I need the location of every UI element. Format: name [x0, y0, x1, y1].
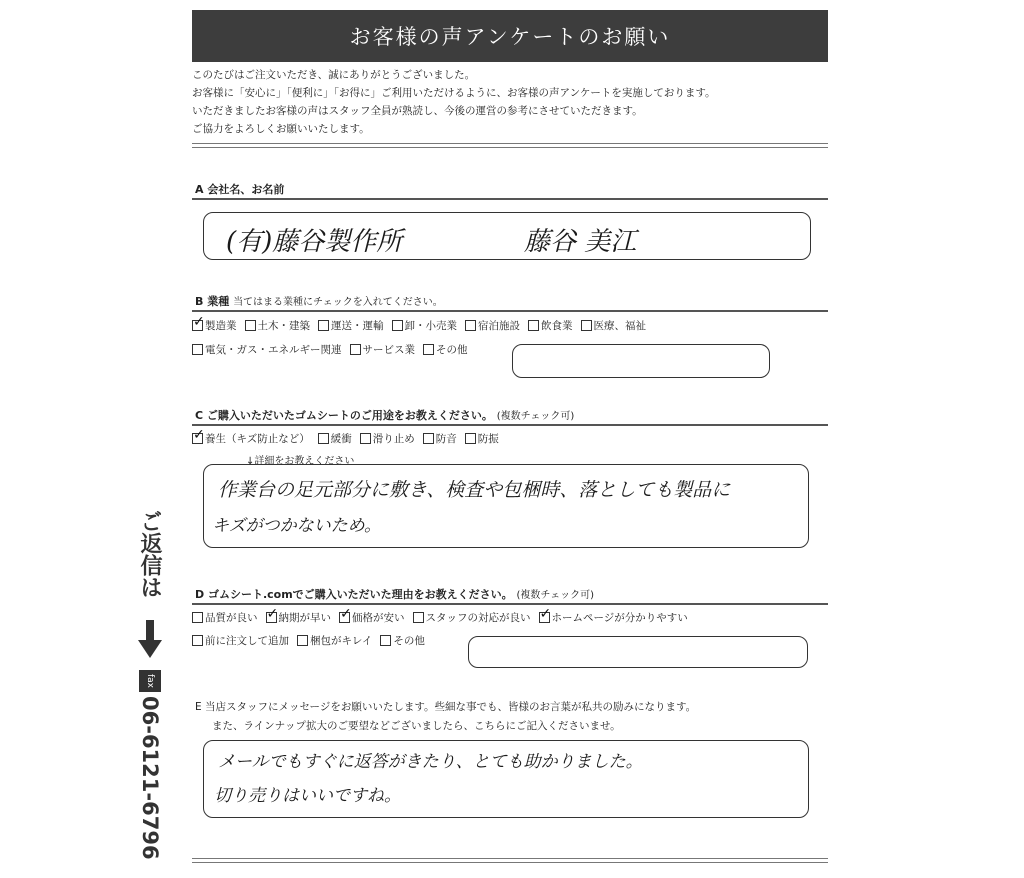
section-d-rule	[192, 603, 828, 605]
divider	[192, 143, 828, 148]
reply-label: ご返信は	[137, 510, 162, 598]
checkbox-reason-other[interactable]: その他	[380, 633, 425, 648]
detail-note: ↓詳細をお教えください	[246, 456, 355, 467]
checkbox-website[interactable]: ✓ ホームページが分かりやすい	[539, 610, 688, 625]
checkbox-energy[interactable]: 電気・ガス・エネルギー関連	[192, 342, 342, 357]
usage-row	[192, 431, 499, 446]
checkbox-staff[interactable]: スタッフの対応が良い	[413, 610, 531, 625]
intro-line: お客様に「安心に」「便利に」「お得に」ご利用いただけるように、お客様の声アンケートを実施しております。	[192, 87, 716, 99]
checkbox-fast-delivery[interactable]: ✓ 納期が早い	[266, 610, 332, 625]
survey-title: お客様の声アンケートのお願い	[192, 10, 828, 62]
industry-other-field[interactable]	[512, 344, 770, 378]
fax-sidebar	[130, 510, 170, 860]
usage-handwriting-1: 作業台の足元部分に敷き、検査や包梱時、落としても製品に	[218, 479, 731, 501]
checkbox-reorder[interactable]: 前に注文して追加	[192, 633, 289, 648]
company-name: (有)藤谷製作所	[226, 227, 403, 257]
checkbox-retail[interactable]: 卸・小売業	[392, 318, 458, 333]
fax-icon: fax	[139, 670, 161, 692]
section-b-rule	[192, 310, 828, 312]
section-a-label: A 会社名、お名前	[195, 183, 285, 196]
checkbox-other[interactable]: その他	[423, 342, 468, 357]
checkbox-medical[interactable]: 医療、福祉	[581, 318, 647, 333]
section-b-title: B 業種	[195, 295, 230, 308]
reason-row-1	[192, 610, 688, 625]
section-e-line-2: また、ラインナップ拡大のご要望などございましたら、こちらにご記入くださいませ。	[212, 720, 621, 732]
industry-row-1	[192, 318, 646, 333]
intro-line: このたびはご注文いただき、誠にありがとうございました。	[192, 69, 476, 81]
intro-line: いただきましたお客様の声はスタッフ全員が熟読し、今後の運営の参考にさせていただきます。	[192, 105, 643, 117]
checkbox-protection[interactable]: ✓ 養生（キズ防止など）	[192, 431, 310, 446]
section-a-rule	[192, 198, 828, 200]
checkbox-cushion[interactable]: 緩衝	[318, 431, 352, 446]
checkbox-low-price[interactable]: ✓ 価格が安い	[339, 610, 405, 625]
checkbox-antivibration[interactable]: 防振	[465, 431, 499, 446]
section-d-sub: (複数チェック可)	[516, 590, 595, 601]
section-c-label	[195, 407, 574, 423]
checkbox-food[interactable]: 飲食業	[528, 318, 573, 333]
checkbox-construction[interactable]: 土木・建築	[245, 318, 311, 333]
fax-number: 06-6121-6796	[138, 696, 162, 860]
message-handwriting-1: メールでもすぐに返答がきたり、とても助かりました。	[218, 752, 643, 772]
reason-row-2	[192, 633, 425, 648]
section-c-rule	[192, 424, 828, 426]
section-c-title: C ご購入いただいたゴムシートのご用途をお教えください。	[195, 409, 493, 422]
section-e-line-1: E 当店スタッフにメッセージをお願いいたします。些細な事でも、皆様のお言葉が私共の励みになります。	[195, 701, 697, 713]
checkbox-manufacturing[interactable]: ✓ 製造業	[192, 318, 237, 333]
intro-line: ご協力をよろしくお願いいたします。	[192, 123, 370, 135]
section-d-label	[195, 586, 594, 602]
checkbox-antislip[interactable]: 滑り止め	[360, 431, 415, 446]
checkbox-packaging[interactable]: 梱包がキレイ	[297, 633, 372, 648]
intro-text	[192, 66, 832, 138]
checkbox-lodging[interactable]: 宿泊施設	[465, 318, 520, 333]
message-field[interactable]	[203, 740, 809, 818]
checkbox-service[interactable]: サービス業	[350, 342, 416, 357]
section-d-title: D ゴムシート.comでご購入いただいた理由をお教えください。	[195, 588, 513, 601]
section-b-sub: 当てはまる業種にチェックを入れてください。	[233, 297, 443, 308]
usage-handwriting-2: キズがつかないため。	[212, 516, 381, 536]
industry-row-2	[192, 342, 468, 357]
section-c-sub: (複数チェック可)	[496, 411, 575, 422]
checkbox-transport[interactable]: 運送・運輸	[318, 318, 384, 333]
arrow-down-icon	[138, 620, 162, 660]
usage-detail-field[interactable]	[203, 464, 809, 548]
checkbox-quality[interactable]: 品質が良い	[192, 610, 258, 625]
reason-other-field[interactable]	[468, 636, 808, 668]
section-a-field[interactable]	[203, 212, 811, 260]
person-name: 藤谷 美江	[524, 227, 637, 257]
footer-divider	[192, 858, 828, 863]
message-handwriting-2: 切り売りはいいですね。	[214, 786, 401, 806]
section-b-label	[195, 293, 443, 309]
checkbox-soundproof[interactable]: 防音	[423, 431, 457, 446]
